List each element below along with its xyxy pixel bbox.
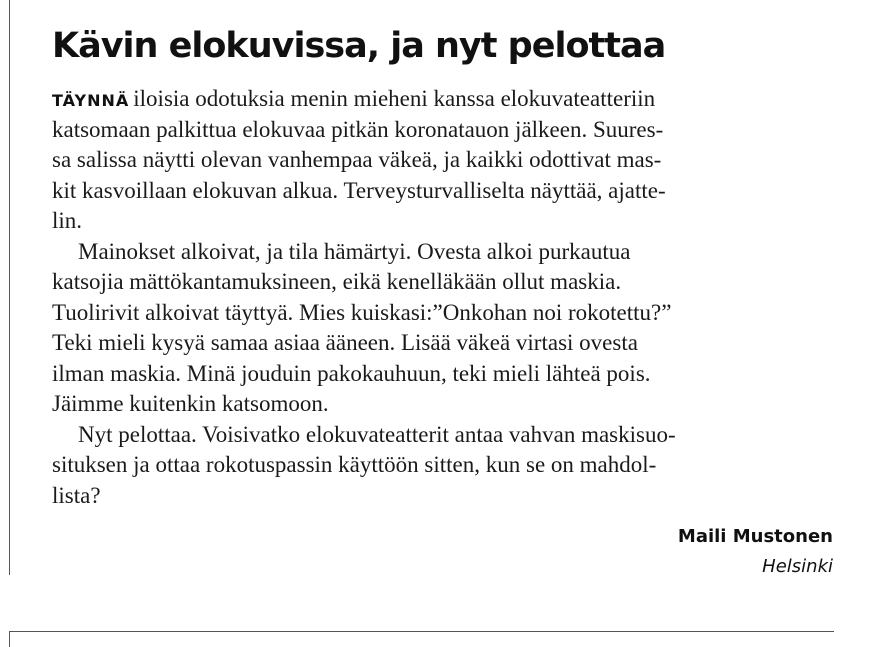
body-line: Tuolirivit alkoivat täyttyä. Mies kuiskasi:”Onkohan noi rokotettu?” [52,299,672,325]
body-line: ilman maskia. Minä jouduin pakokauhuun, teki mieli lähteä pois. [52,360,651,386]
author-name: Maili Mustonen [677,526,833,547]
next-article-border-left [9,631,10,647]
author-city: Helsinki [762,556,833,577]
body-line: Teki mieli kysyä samaa asiaa ääneen. Lisää väkeä virtasi ovesta [52,330,638,355]
column-rule [9,0,10,575]
paragraph-start-line: Nyt pelottaa. Voisivatko elokuvateatterit antaa vahvan maskisuo- [78,421,676,447]
body-line: situksen ja ottaa rokotuspassin käyttöön sitten, kun se on mahdol- [52,452,657,477]
body-line: sa salissa näytti olevan vanhempaa väkeä, ja kaikki odottivat mas- [52,147,662,172]
next-article-border [9,631,834,632]
body-line [52,84,837,115]
paragraph-start-line: Mainokset alkoivat, ja tila hämärtyi. Ovesta alkoi purkautua [78,238,631,264]
body-line: Jäimme kuitenkin katsomoon. [52,391,329,416]
body-line: kit kasvoillaan elokuvan alkua. Terveysturvalliselta näyttää, ajatte- [52,177,666,203]
body-line: lista? [52,482,101,508]
body-line-text: iloisia odotuksia menin mieheni kanssa elokuvateatteriin [133,86,656,111]
article-body [52,84,837,511]
body-line: katsomaan palkittua elokuvaa pitkän koronatauon jälkeen. Suures- [52,116,664,142]
body-line: lin. [52,208,83,233]
lead-word: TÄYNNÄ [52,91,130,110]
article-headline: Kävin elokuvissa, ja nyt pelottaa [52,26,666,66]
body-line: katsojia mättökantamuksineen, eikä kenelläkään ollut maskia. [52,269,622,294]
